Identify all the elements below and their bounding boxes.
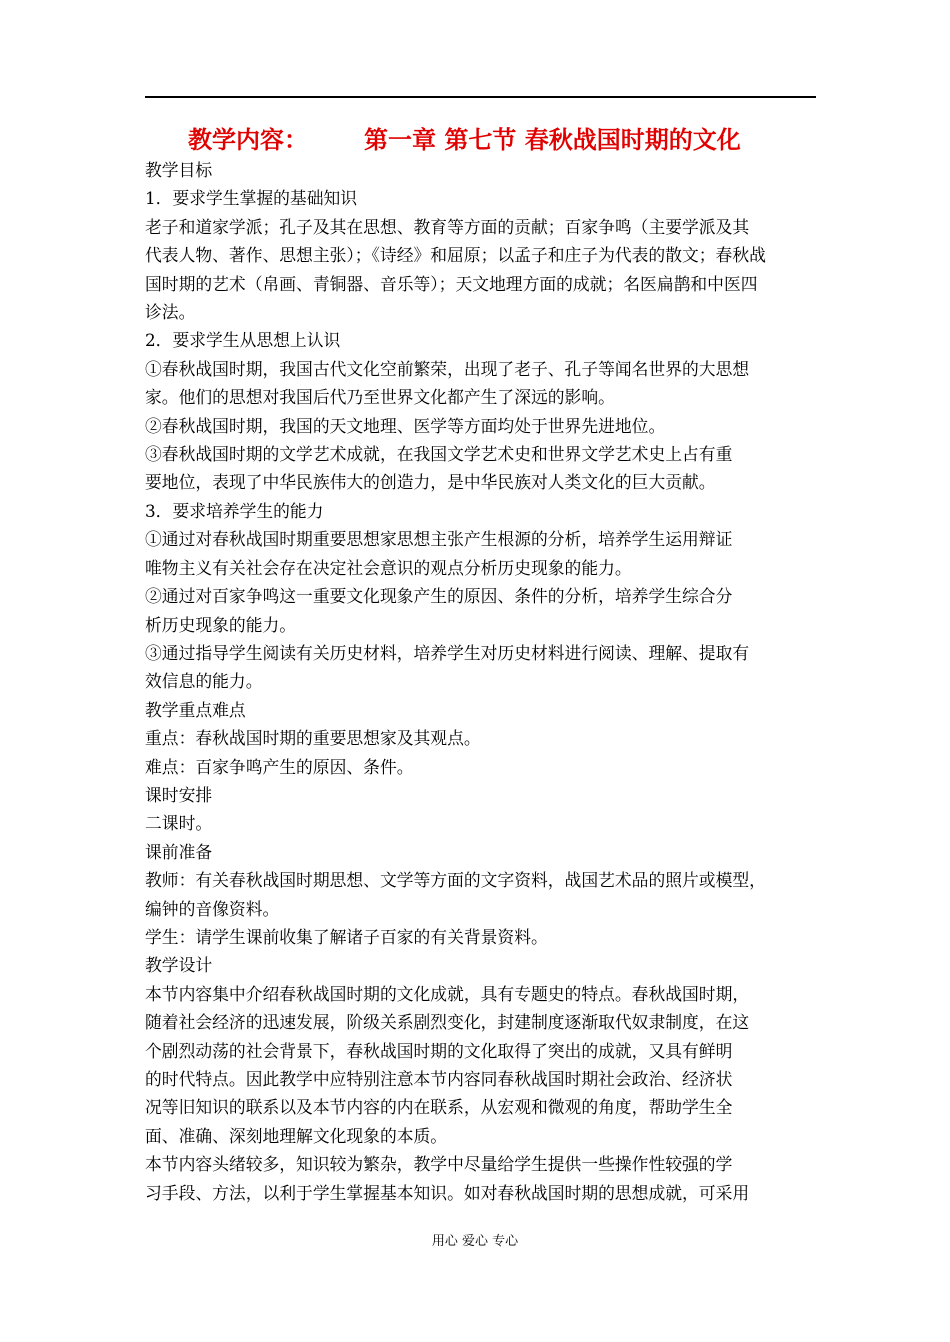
text-line: 唯物主义有关社会存在决定社会意识的观点分析历史现象的能力。 xyxy=(145,557,632,578)
document-body xyxy=(145,156,820,1207)
text-line: 课时安排 xyxy=(145,784,213,805)
text-line: 代表人物、著作、思想主张）；《诗经》和屈原；以孟子和庄子为代表的散文；春秋战 xyxy=(145,245,766,266)
text-line: 3．要求培养学生的能力 xyxy=(145,500,324,521)
text-line: 2．要求学生从思想上认识 xyxy=(145,330,341,351)
text-line: 国时期的艺术（帛画、青铜器、音乐等）；天文地理方面的成就；名医扁鹊和中医四 xyxy=(145,273,758,294)
text-line: 况等旧知识的联系以及本节内容的内在联系，从宏观和微观的角度，帮助学生全 xyxy=(145,1097,733,1118)
page-title xyxy=(188,120,828,160)
text-line: 析历史现象的能力。 xyxy=(145,614,297,635)
text-line: 编钟的音像资料。 xyxy=(145,898,280,919)
title-label: 教学内容： xyxy=(188,125,308,154)
text-line: ②通过对百家争鸣这一重要文化现象产生的原因、条件的分析，培养学生综合分 xyxy=(145,586,733,607)
text-line: 重点：春秋战国时期的重要思想家及其观点。 xyxy=(145,728,481,749)
text-line: ①通过对春秋战国时期重要思想家思想主张产生根源的分析，培养学生运用辩证 xyxy=(145,529,733,550)
text-line: 习手段、方法，以利于学生掌握基本知识。如对春秋战国时期的思想成就，可采用 xyxy=(145,1182,750,1203)
text-line: 二课时。 xyxy=(145,813,213,834)
text-line: 效信息的能力。 xyxy=(145,671,263,692)
text-line: 面、准确、深刻地理解文化现象的本质。 xyxy=(145,1125,448,1146)
text-line: 个剧烈动荡的社会背景下，春秋战国时期的文化取得了突出的成就，又具有鲜明 xyxy=(145,1040,733,1061)
text-line: 学生：请学生课前收集了解诸子百家的有关背景资料。 xyxy=(145,926,548,947)
text-line: ③通过指导学生阅读有关历史材料，培养学生对历史材料进行阅读、理解、提取有 xyxy=(145,642,750,663)
text-line: 要地位，表现了中华民族伟大的创造力，是中华民族对人类文化的巨大贡献。 xyxy=(145,472,716,493)
text-line: 难点：百家争鸣产生的原因、条件。 xyxy=(145,756,414,777)
text-line: ③春秋战国时期的文学艺术成就，在我国文学艺术史和世界文学艺术史上占有重 xyxy=(145,444,733,465)
text-line: 随着社会经济的迅速发展，阶级关系剧烈变化，封建制度逐渐取代奴隶制度，在这 xyxy=(145,1012,750,1033)
text-line: 教学设计 xyxy=(145,955,213,976)
title-chapter: 第一章 第七节 春秋战国时期的文化 xyxy=(364,125,741,154)
text-line: 教学重点难点 xyxy=(145,699,246,720)
text-line: 1．要求学生掌握的基础知识 xyxy=(145,188,358,209)
text-line: ①春秋战国时期，我国古代文化空前繁荣，出现了老子、孔子等闻名世界的大思想 xyxy=(145,358,750,379)
text-line: ②春秋战国时期，我国的天文地理、医学等方面均处于世界先进地位。 xyxy=(145,415,666,436)
text-line: 教师：有关春秋战国时期思想、文学等方面的文字资料，战国艺术品的照片或模型， xyxy=(145,870,766,891)
text-line: 家。他们的思想对我国后代乃至世界文化都产生了深远的影响。 xyxy=(145,387,615,408)
text-line: 本节内容头绪较多，知识较为繁杂，教学中尽量给学生提供一些操作性较强的学 xyxy=(145,1154,733,1175)
text-line: 本节内容集中介绍春秋战国时期的文化成就，具有专题史的特点。春秋战国时期， xyxy=(145,983,750,1004)
text-line: 课前准备 xyxy=(145,841,213,862)
page-footer: 用心 爱心 专心 xyxy=(431,1234,519,1249)
text-line: 教学目标 xyxy=(145,160,213,180)
text-line: 老子和道家学派；孔子及其在思想、教育等方面的贡献；百家争鸣（主要学派及其 xyxy=(145,216,750,237)
header-rule xyxy=(145,96,816,98)
text-line: 诊法。 xyxy=(145,302,196,323)
text-line: 的时代特点。因此教学中应特别注意本节内容同春秋战国时期社会政治、经济状 xyxy=(145,1069,733,1089)
